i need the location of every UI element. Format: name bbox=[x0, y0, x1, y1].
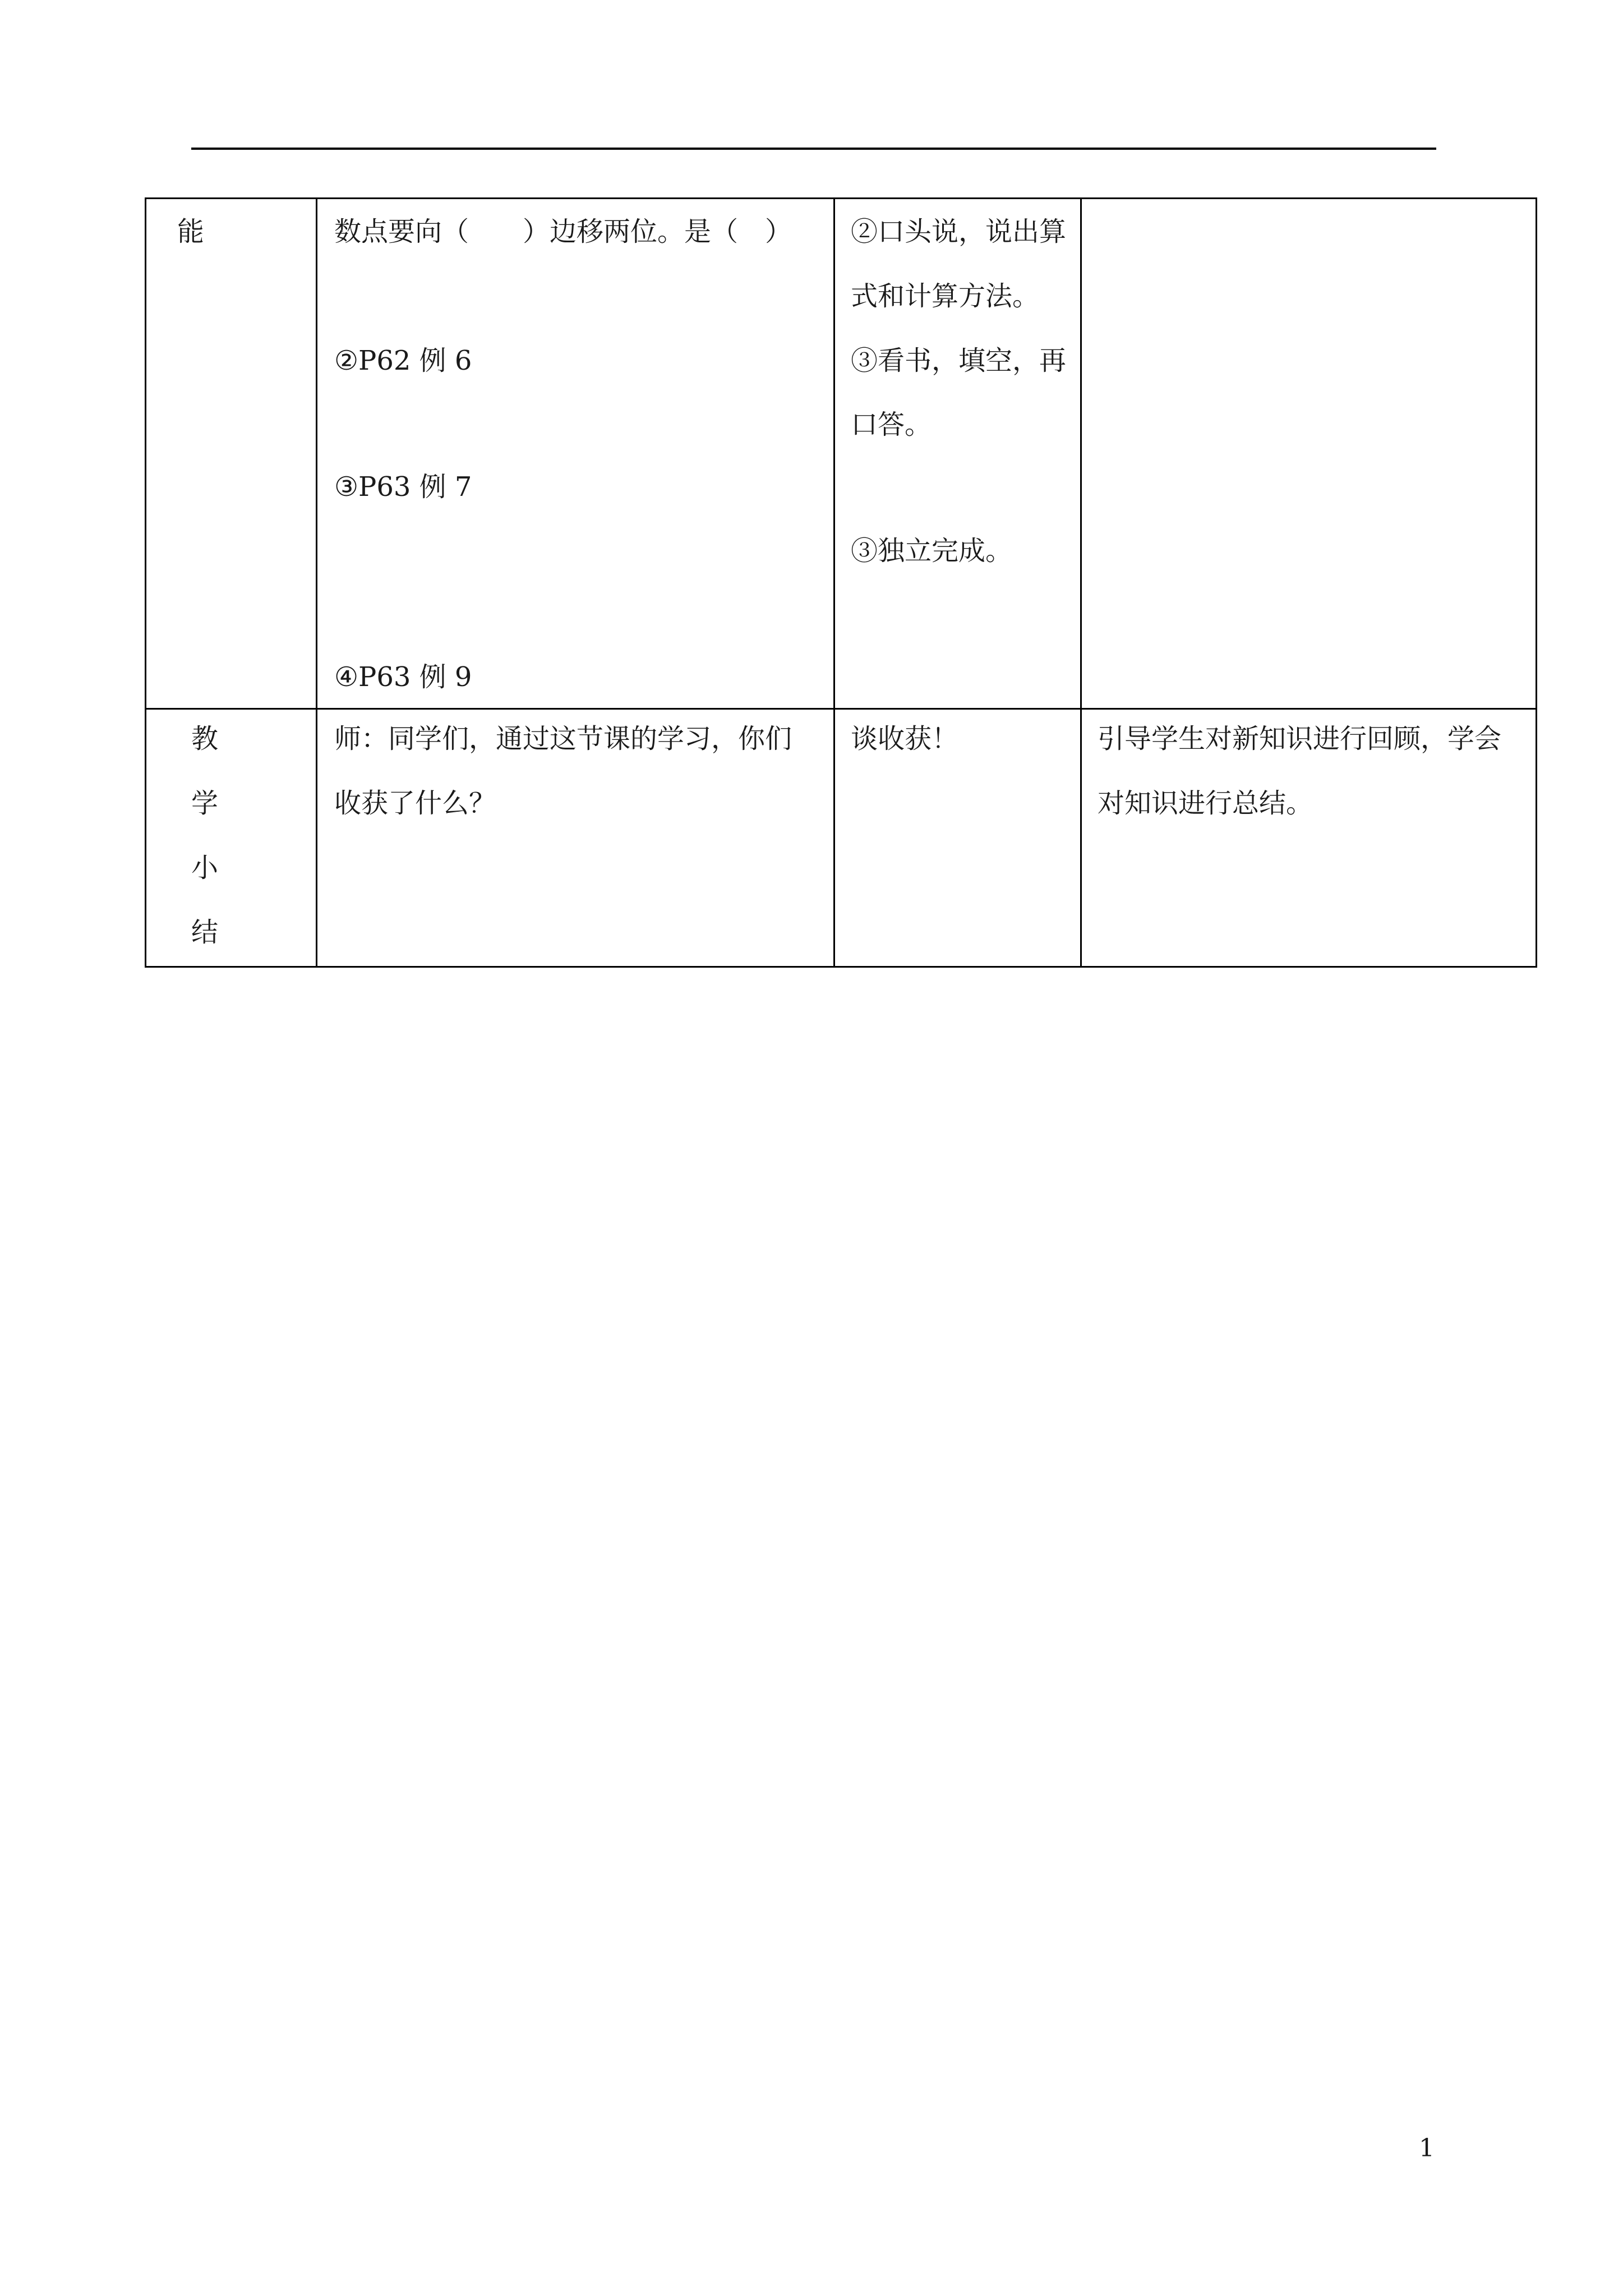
teacher-text-line: 师：同学们，通过这节课的学习，你们 bbox=[334, 723, 792, 754]
intent-text-line: 对知识进行总结。 bbox=[1098, 788, 1313, 819]
example-6-label: ②P62 例 6 bbox=[334, 345, 472, 376]
page-number: 1 bbox=[1419, 2134, 1435, 2162]
student-text-line: 式和计算方法。 bbox=[851, 280, 1040, 312]
student-text-line: ②口头说，说出算 bbox=[851, 216, 1067, 247]
intent-text-line: 引导学生对新知识进行回顾，学会 bbox=[1098, 723, 1502, 754]
stage-cell bbox=[146, 709, 317, 967]
stage-char: 小 bbox=[191, 852, 219, 884]
design-intent-cell bbox=[1081, 709, 1537, 967]
teacher-text-line: 收获了什么？ bbox=[334, 788, 496, 819]
student-activity-cell bbox=[834, 199, 1081, 709]
stage-char: 学 bbox=[191, 788, 219, 819]
stage-cell bbox=[146, 199, 317, 709]
teacher-text-line: 数点要向（ ）边移两位。是（ ） bbox=[334, 216, 792, 247]
stage-char: 结 bbox=[191, 917, 219, 948]
stage-char: 教 bbox=[191, 723, 219, 754]
example-9-label: ④P63 例 9 bbox=[334, 661, 472, 693]
teacher-activity-cell bbox=[317, 709, 834, 967]
design-intent-cell bbox=[1081, 199, 1537, 709]
table-row bbox=[146, 709, 1537, 967]
table-row bbox=[146, 199, 1537, 709]
student-text-line: ③独立完成。 bbox=[851, 535, 1013, 567]
student-text-line: 口答。 bbox=[851, 409, 932, 440]
example-7-label: ③P63 例 7 bbox=[334, 471, 472, 503]
student-activity-cell bbox=[834, 709, 1081, 967]
student-text-line: 谈收获！ bbox=[851, 723, 959, 754]
stage-label: 能 bbox=[177, 216, 205, 247]
student-text-line: ③看书，填空，再 bbox=[851, 345, 1067, 376]
teacher-activity-cell bbox=[317, 199, 834, 709]
lesson-plan-table bbox=[145, 197, 1537, 968]
header-rule bbox=[191, 148, 1436, 150]
